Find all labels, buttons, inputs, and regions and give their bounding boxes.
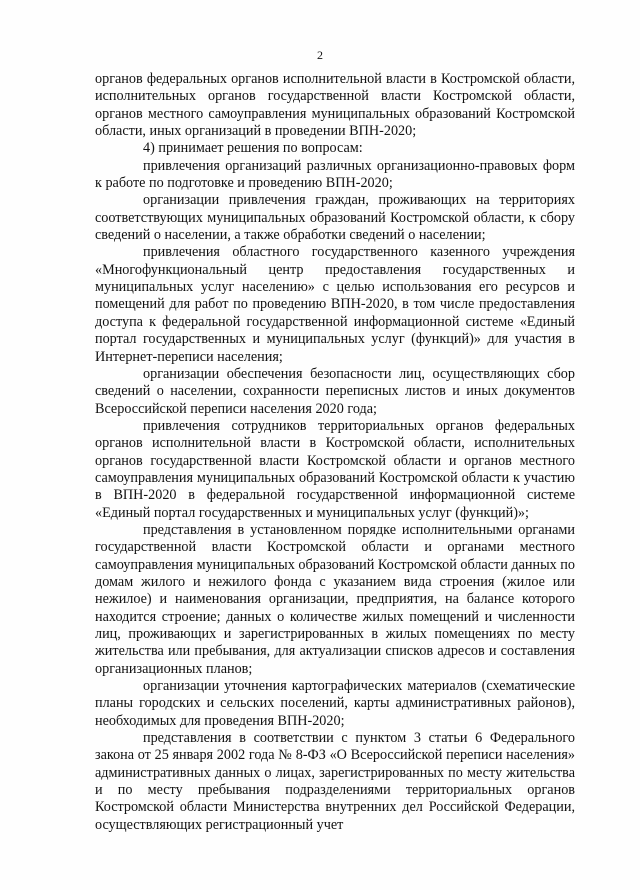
paragraph-maps: организации уточнения картографических материалов (схематические планы городских и сельских поселений, карты административных районов), необходимых для проведения ВПН-2020; [95,678,575,729]
paragraph-admin-data: представления в соответствии с пунктом 3 статьи 6 Федерального закона от 25 января 2002 года № 8-ФЗ «О Всероссийской переписи населения» административных данных о лицах, зарегистрированных по месту жительства и по месту пребывания подразделениями территориальных органов Костромской области Министерства внутренних дел Российской Федерации, осуществляющих регистрационный учет [95,730,575,833]
page-number: 2 [317,48,323,62]
paragraph-security: организации обеспечения безопасности лиц, осуществляющих сбор сведений о населении, сохранности переписных листов и иных документов Всероссийской переписи населения 2020 года; [95,365,575,417]
paragraph-continuation: органов федеральных органов исполнительной власти в Костромской области, исполнительных органов государственной власти Костромской области, органов местного самоуправления муниципальных образований Костромской области, иных организаций в проведении ВПН-2020; [95,71,575,140]
paragraph-citizens: организации привлечения граждан, проживающих на территориях соответствующих муниципальных образований Костромской области, к сбору сведений о населении, а также обработки сведений о населении; [95,192,575,244]
paragraph-item-4: 4) принимает решения по вопросам: [143,140,363,157]
paragraph-housing-data: представления в установленном порядке исполнительными органами государственной власти Костромской области и органами местного самоуправления муниципальных образований Костромской области данных по домам жилого и нежилого фонда с указанием вида строения (жилое или нежилое) и наименования организации, предприятия, на балансе которого находится строение; данных о количестве жилых помещений и численности лиц, проживающих и зарегистрированных в жилых помещениях по месту жительства или пребывания, для актуализации списков адресов и составления организационных планов; [95,521,575,677]
paragraph-organizations: привлечения организаций различных организационно-правовых форм к работе по подготовке и проведению ВПН-2020; [95,157,575,192]
paragraph-mfc: привлечения областного государственного казенного учреждения «Многофункциональный центр предоставления государственных и муниципальных услуг населению» с целью использования его ресурсов и помещений для работ по проведению ВПН-2020, в том числе предоставления доступа к федеральной государственной информационной системе «Единый портал государственных и муниципальных услуг (функций)» для участия в Интернет-переписи населения; [95,244,575,365]
document-body [95,71,575,834]
paragraph-employees: привлечения сотрудников территориальных органов федеральных органов исполнительной власти в Костромской области, исполнительных органов государственной власти Костромской области и органов местного самоуправления муниципальных образований Костромской области к участию в ВПН-2020 в федеральной государственной информационной системе «Единый портал государственных и муниципальных услуг (функций)»; [95,417,575,521]
